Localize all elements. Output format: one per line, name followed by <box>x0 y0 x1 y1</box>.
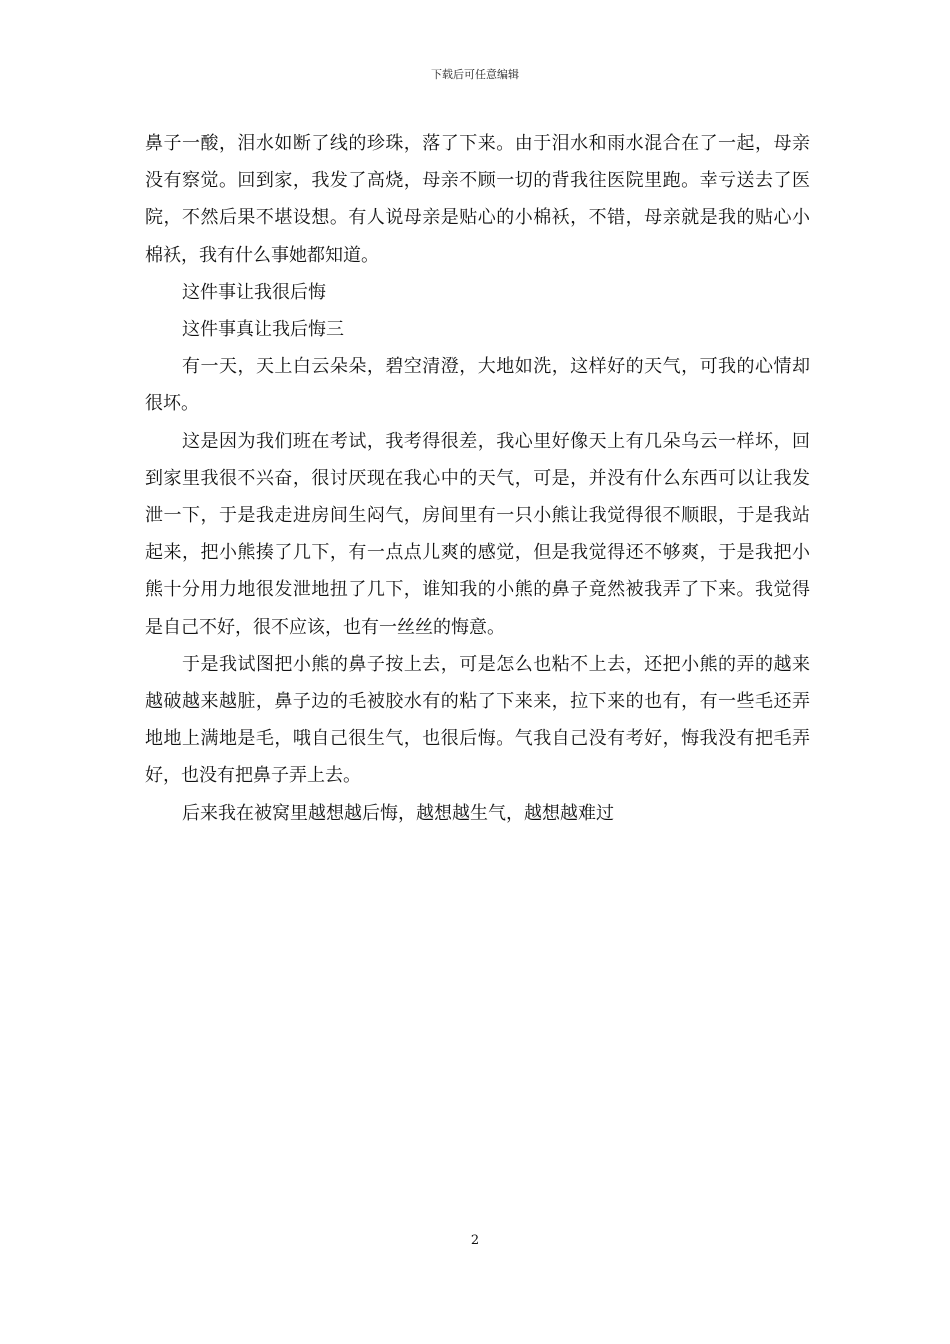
page-header: 下载后可任意编辑 <box>431 68 519 81</box>
paragraph: 于是我试图把小熊的鼻子按上去，可是怎么也粘不上去，还把小熊的弄的越来越破越来越脏，鼻子边的毛被胶水有的粘了下来来，拉下来的也有，有一些毛还弄地地上满地是毛，哦自己很生气，也很后悔。气我自己没有考好，悔我没有把毛弄好，也没有把鼻子弄上去。 <box>145 653 810 787</box>
paragraph: 鼻子一酸，泪水如断了线的珍珠，落了下来。由于泪水和雨水混合在了一起，母亲没有察觉。回到家，我发了高烧，母亲不顾一切的背我往医院里跑。幸亏送去了医院，不然后果不堪设想。有人说母亲是贴心的小棉袄，不错，母亲就是我的贴心小棉袄，我有什么事她都知道。 <box>145 133 810 266</box>
document-body <box>145 125 810 832</box>
page-number: 2 <box>470 1233 480 1248</box>
paragraph: 这件事真让我后悔三 <box>182 319 344 341</box>
paragraph: 后来我在被窝里越想越后悔，越想越生气，越想越难过 <box>182 802 614 824</box>
paragraph: 这是因为我们班在考试，我考得很差，我心里好像天上有几朵乌云一样坏，回到家里我很不兴奋，很讨厌现在我心中的天气，可是，并没有什么东西可以让我发泄一下，于是我走进房间生闷气，房间里有一只小熊让我觉得很不顺眼，于是我站起来，把小熊揍了几下，有一点点儿爽的感觉，但是我觉得还不够爽，于是我把小熊十分用力地很发泄地扭了几下，谁知我的小熊的鼻子竟然被我弄了下来。我觉得是自己不好，很不应该，也有一丝丝的悔意。 <box>145 430 810 638</box>
paragraph: 这件事让我很后悔 <box>182 281 326 303</box>
paragraph: 有一天，天上白云朵朵，碧空清澄，大地如洗，这样好的天气，可我的心情却很坏。 <box>145 356 810 415</box>
